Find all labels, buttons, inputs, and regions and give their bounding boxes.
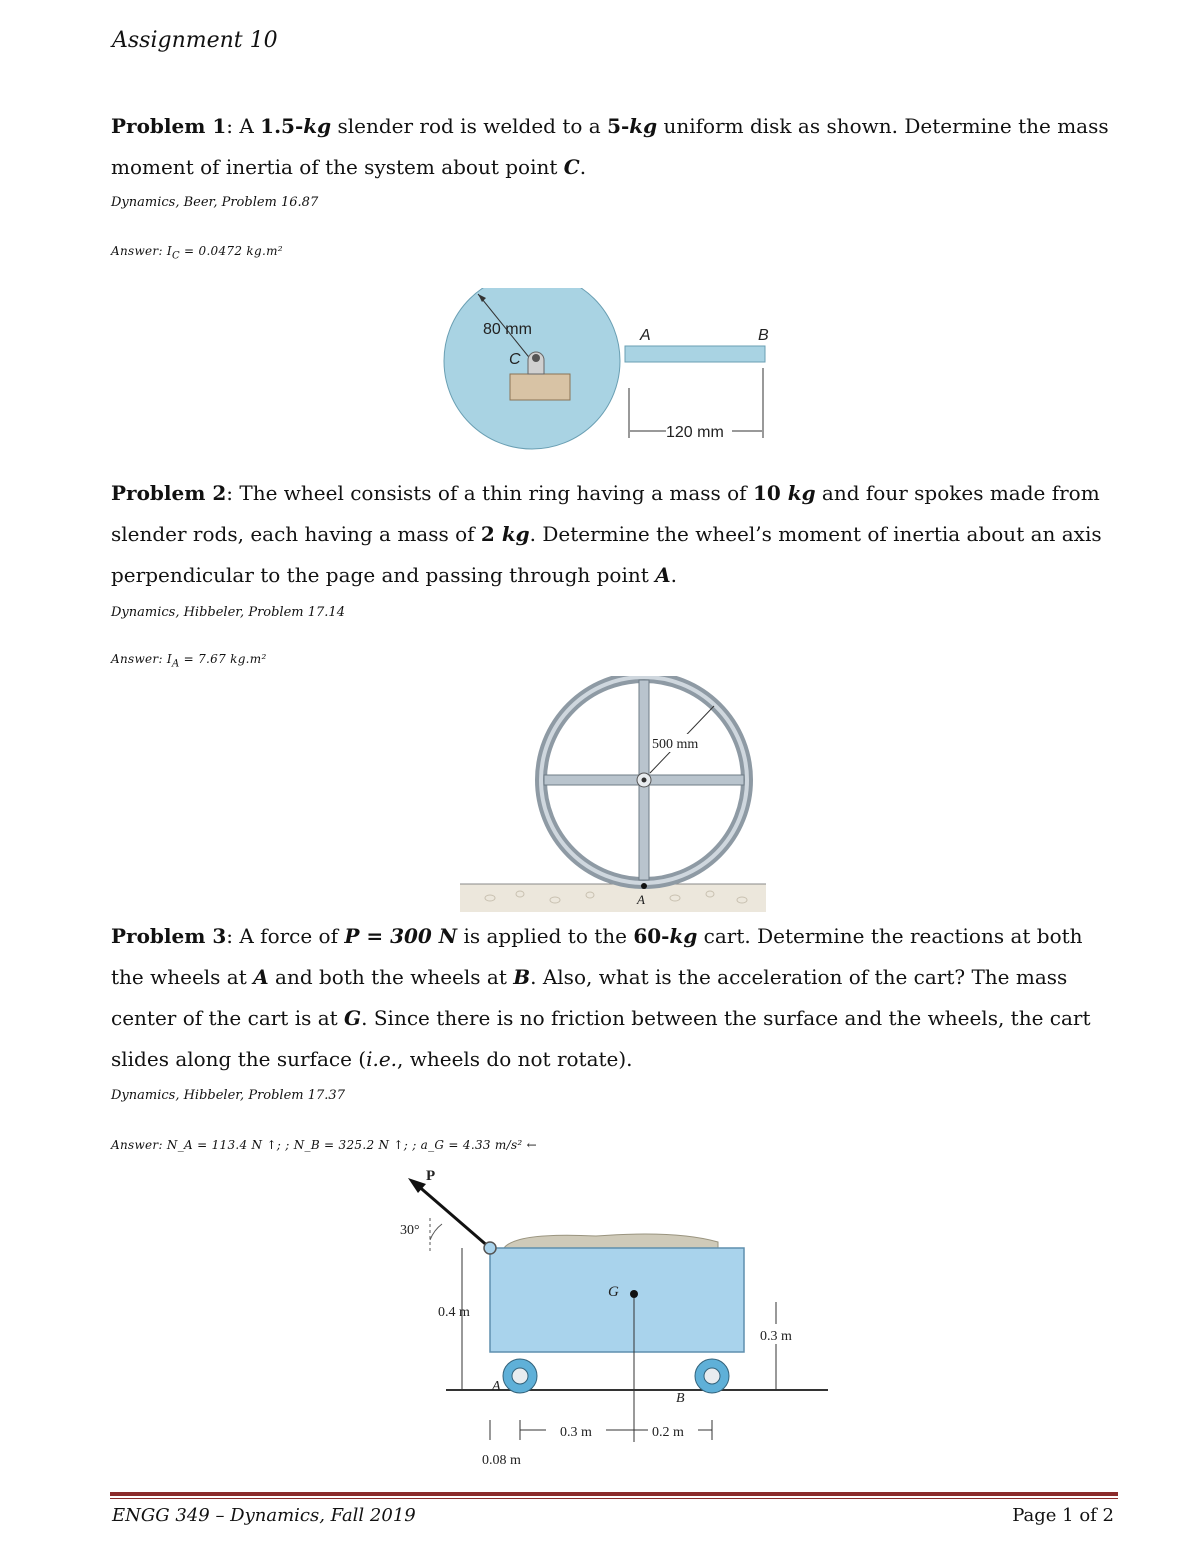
applied-force: P = 300 N (344, 924, 458, 948)
radius-label: 500 mm (652, 737, 699, 752)
ie-abbrev: i.e. (366, 1047, 398, 1071)
answer-symbol: I (166, 652, 172, 666)
point-b-label: B (676, 1391, 685, 1406)
footer-divider (110, 1492, 1118, 1496)
problem-1-source: Dynamics, Beer, Problem 16.87 (111, 195, 319, 210)
problem-3-text-part: , wheels do not rotate). (397, 1047, 633, 1071)
problem-3-text (111, 916, 1111, 1080)
problem-2-answer (111, 652, 267, 669)
point-label: C (563, 155, 580, 179)
problem-3-label: Problem 3 (111, 924, 227, 948)
dim-0-2-label: 0.2 m (652, 1425, 684, 1440)
force-p-label: P (426, 1168, 436, 1184)
problem-1-text (111, 106, 1111, 188)
unit: kg (787, 481, 816, 505)
answer-value: = 7.67 kg.m² (179, 652, 267, 666)
ring-mass: 10 (752, 481, 788, 505)
problem-3-text-part: : A force of (226, 924, 345, 948)
problem-3-text-part: is applied to the (457, 924, 634, 948)
point-g-label: G (608, 1284, 619, 1300)
problem-2-text (111, 473, 1111, 596)
problem-3-source: Dynamics, Hibbeler, Problem 17.37 (111, 1088, 345, 1103)
problem-1-label: Problem 1 (111, 114, 227, 138)
dim-0-3-label: 0.3 m (560, 1425, 592, 1440)
problem-2-text-part: and four spokes made from slender rods, each having a mass of (111, 481, 1100, 546)
point-a-label: A (640, 327, 651, 344)
answer-value: N_A = 113.4 N ↑; ; N_B = 325.2 N ↑; ; a_G = 4.33 m/s² ← (166, 1138, 537, 1152)
length-label: 120 mm (666, 424, 724, 441)
answer-value: = 0.0472 kg.m² (179, 244, 283, 258)
handle-height-label: 0.3 m (760, 1329, 792, 1344)
handle-joint (484, 1242, 496, 1254)
problem-2-label: Problem 2 (111, 481, 227, 505)
footer-page-number: Page 1 of 2 (1012, 1505, 1114, 1526)
point-b-label: B (758, 327, 769, 344)
hub-center (642, 778, 647, 783)
cart-body (490, 1248, 744, 1352)
point-c-label: C (509, 351, 521, 368)
footer-divider-thin (110, 1498, 1118, 1499)
answer-prefix: Answer: (111, 244, 167, 258)
problem-3-text-part: and both the wheels at (268, 965, 514, 989)
spoke-mass: 2 (480, 522, 502, 546)
radius-label: 80 mm (483, 321, 532, 338)
wheel-figure (460, 676, 766, 912)
force-line (416, 1184, 490, 1248)
angle-label: 30° (400, 1223, 420, 1238)
disk-mass: 5- (607, 114, 630, 138)
angle-arc (430, 1224, 442, 1240)
cart-figure (396, 1162, 836, 1474)
mass-center-g (630, 1290, 638, 1298)
point-label: A (655, 563, 671, 587)
answer-prefix: Answer: (111, 652, 167, 666)
point-a-ref: A (253, 965, 269, 989)
unit: kg (629, 114, 658, 138)
answer-symbol: I (166, 244, 172, 258)
problem-1-text-part: slender rod is welded to a (331, 114, 608, 138)
document-header: Assignment 10 (112, 28, 278, 53)
problem-2-text-part: : The wheel consists of a thin ring having a mass of (226, 481, 753, 505)
cart-mass: 60- (633, 924, 670, 948)
point-g-ref: G (344, 1006, 362, 1030)
unit: kg (501, 522, 530, 546)
cart-load (504, 1234, 718, 1248)
problem-1-text-part: uniform disk as shown. Determine the mass moment of inertia of the system about point (111, 114, 1109, 179)
answer-prefix: Answer: (111, 1138, 167, 1152)
problem-2-text-part: . (670, 563, 678, 587)
point-a-marker (641, 883, 647, 889)
disk-rod-figure (440, 288, 780, 468)
footer-course: ENGG 349 – Dynamics, Fall 2019 (112, 1505, 416, 1526)
problem-1-text-part: . (579, 155, 587, 179)
problem-3-text-part: cart. Determine the reactions at both the wheels at (111, 924, 1083, 989)
slender-rod (625, 346, 765, 362)
problem-3-text-part: . Since there is no friction between the surface and the wheels, the cart slides along the surface ( (111, 1006, 1091, 1071)
answer-subscript: A (171, 658, 180, 670)
unit: kg (669, 924, 698, 948)
support-base (510, 374, 570, 400)
point-b-ref: B (513, 965, 531, 989)
problem-1-answer (111, 244, 283, 261)
point-a-label: A (492, 1379, 501, 1394)
wheel-b-hub (704, 1368, 720, 1384)
rod-mass: 1.5- (260, 114, 304, 138)
unit: kg (303, 114, 332, 138)
problem-1-text-part: : A (226, 114, 261, 138)
problem-2-text-part: . Determine the wheel’s moment of inertia about an axis perpendicular to the page and passing through point (111, 522, 1102, 587)
problem-2-source: Dynamics, Hibbeler, Problem 17.14 (111, 605, 345, 620)
problem-3-answer (111, 1138, 537, 1152)
point-a-label: A (637, 892, 645, 907)
dim-0-08-label: 0.08 m (482, 1453, 521, 1468)
problem-3-text-part: . Also, what is the acceleration of the cart? The mass center of the cart is at (111, 965, 1068, 1030)
height-label: 0.4 m (438, 1305, 470, 1320)
pin (532, 354, 540, 362)
answer-subscript: C (171, 250, 180, 262)
ground (460, 884, 766, 912)
wheel-a-hub (512, 1368, 528, 1384)
